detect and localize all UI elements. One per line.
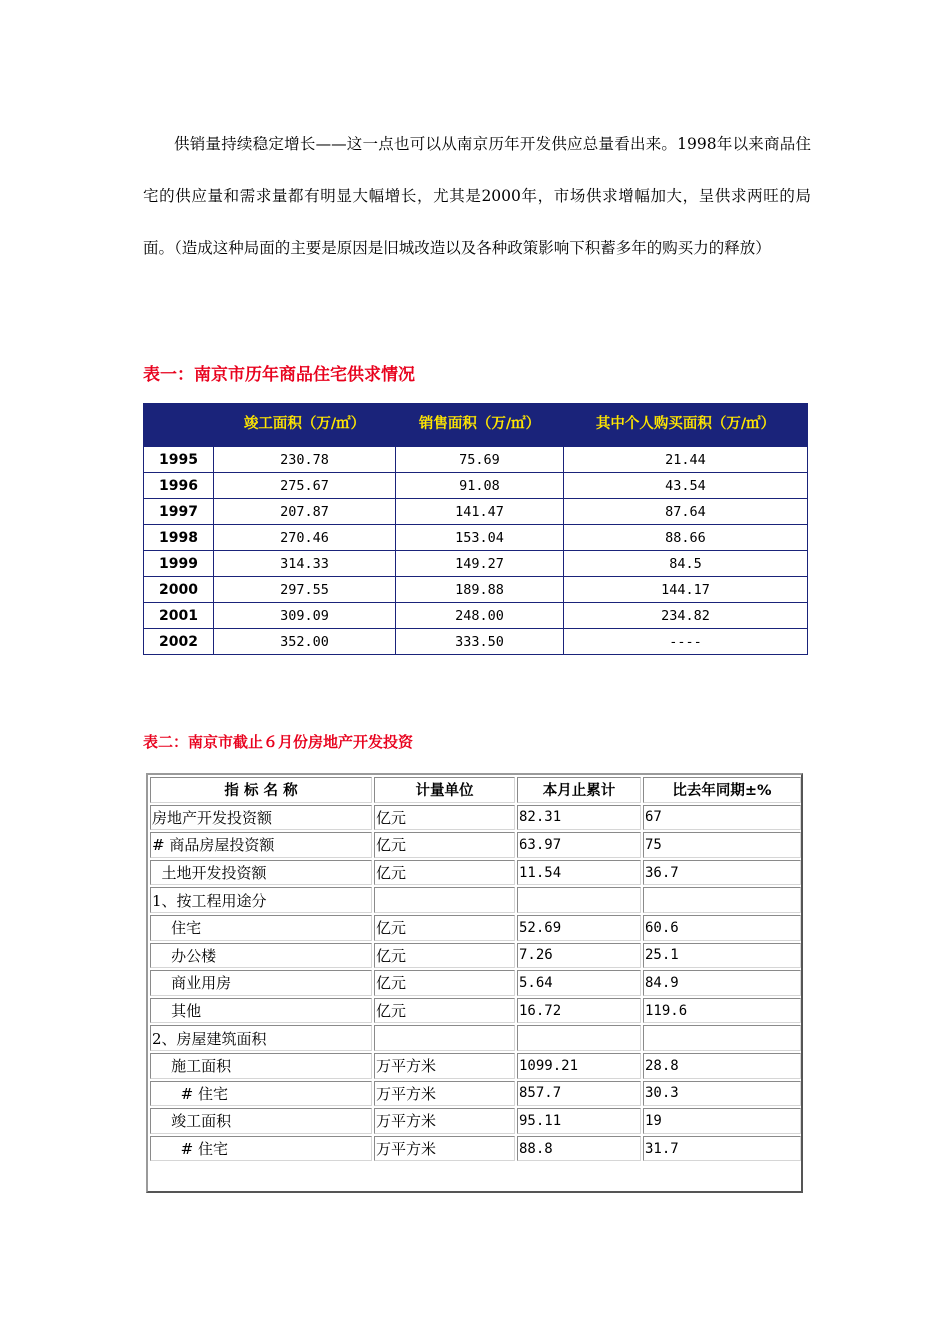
table2-value-cell: 75 — [643, 832, 801, 858]
table2-unit-cell: 亿元 — [374, 805, 515, 831]
table1-year-cell: 1995 — [144, 447, 214, 473]
table2-row — [150, 1025, 801, 1051]
table1-value-cell: 333.50 — [396, 629, 564, 655]
table1-row — [144, 525, 808, 551]
table1-year-cell: 1997 — [144, 499, 214, 525]
table2-value-cell: 25.1 — [643, 943, 801, 969]
table2-header-cell: 计量单位 — [374, 777, 515, 803]
table2-unit-cell: 亿元 — [374, 915, 515, 941]
table1-row — [144, 499, 808, 525]
table1-row — [144, 603, 808, 629]
table1-value-cell: 144.17 — [564, 577, 808, 603]
table2-row — [150, 970, 801, 996]
table2-unit-cell: 万平方米 — [374, 1081, 515, 1107]
table2-row — [150, 832, 801, 858]
table2-value-cell: 31.7 — [643, 1136, 801, 1162]
table2-row — [150, 860, 801, 886]
table2-row — [150, 1081, 801, 1107]
table2-value-cell — [517, 887, 641, 913]
table1-year-cell: 1998 — [144, 525, 214, 551]
intro-paragraph: 供销量持续稳定增长——这一点也可以从南京历年开发供应总量看出来。1998年以来商品住宅的供应量和需求量都有明显大幅增长，尤其是2000年，市场供求增幅加大，呈供求两旺的局面。（造成这种局面的主要是原因是旧城改造以及各种政策影响下积蓄多年的购买力的释放） — [143, 135, 811, 257]
table2-indicator-cell: 房地产开发投资额 — [150, 805, 372, 831]
table2-row — [150, 1136, 801, 1162]
table2-indicator-cell: 住宅 — [150, 915, 372, 941]
table1-value-cell: 234.82 — [564, 603, 808, 629]
table1-value-cell: 352.00 — [214, 629, 396, 655]
table1-row — [144, 551, 808, 577]
table1-value-cell: 21.44 — [564, 447, 808, 473]
table2-unit-cell: 亿元 — [374, 832, 515, 858]
table2-value-cell — [517, 1025, 641, 1051]
table1-value-cell: 275.67 — [214, 473, 396, 499]
table2-unit-cell: 万平方米 — [374, 1136, 515, 1162]
table2-unit-cell: 亿元 — [374, 998, 515, 1024]
table1-caption: 表一：南京市历年商品住宅供求情况 — [143, 365, 415, 385]
table1-value-cell: 230.78 — [214, 447, 396, 473]
table2-unit-cell: 亿元 — [374, 860, 515, 886]
table2-value-cell: 63.97 — [517, 832, 641, 858]
table2-value-cell: 84.9 — [643, 970, 801, 996]
table1-value-cell: 84.5 — [564, 551, 808, 577]
table1-row — [144, 447, 808, 473]
table1-year-cell: 2002 — [144, 629, 214, 655]
table1-header-cell: 竣工面积（万/㎡） — [214, 404, 396, 447]
table1-year-cell: 1999 — [144, 551, 214, 577]
table1-value-cell: 189.88 — [396, 577, 564, 603]
table2-investment — [148, 775, 803, 1163]
table1-row — [144, 629, 808, 655]
table2-unit-cell: 万平方米 — [374, 1108, 515, 1134]
table1-value-cell: 87.64 — [564, 499, 808, 525]
table2-value-cell: 36.7 — [643, 860, 801, 886]
table2-header-cell: 指 标 名 称 — [150, 777, 372, 803]
table2-indicator-cell: 竣工面积 — [150, 1108, 372, 1134]
table2-unit-cell — [374, 887, 515, 913]
table2-unit-cell — [374, 1025, 515, 1051]
table1-value-cell: 75.69 — [396, 447, 564, 473]
table2-indicator-cell: 其他 — [150, 998, 372, 1024]
table1-row — [144, 473, 808, 499]
table1-value-cell: 248.00 — [396, 603, 564, 629]
table2-indicator-cell: 办公楼 — [150, 943, 372, 969]
table1-row — [144, 577, 808, 603]
table2-header-cell: 本月止累计 — [517, 777, 641, 803]
table2-value-cell: 857.7 — [517, 1081, 641, 1107]
table2-header-cell: 比去年同期±% — [643, 777, 801, 803]
table2-indicator-cell: 土地开发投资额 — [150, 860, 372, 886]
table2-value-cell: 1099.21 — [517, 1053, 641, 1079]
table1-value-cell: 153.04 — [396, 525, 564, 551]
table1-year-cell: 1996 — [144, 473, 214, 499]
table2-value-cell: 88.8 — [517, 1136, 641, 1162]
table2-unit-cell: 万平方米 — [374, 1053, 515, 1079]
table2-row — [150, 943, 801, 969]
table1-value-cell: 314.33 — [214, 551, 396, 577]
table2-value-cell: 5.64 — [517, 970, 641, 996]
table1-header-cell: 其中个人购买面积（万/㎡） — [564, 404, 808, 447]
table1-value-cell: 207.87 — [214, 499, 396, 525]
table2-value-cell — [643, 1025, 801, 1051]
table1-value-cell: 149.27 — [396, 551, 564, 577]
table2-value-cell: 82.31 — [517, 805, 641, 831]
table2-value-cell: 16.72 — [517, 998, 641, 1024]
table2-row — [150, 1053, 801, 1079]
table2-value-cell — [643, 887, 801, 913]
table2-indicator-cell: 2、房屋建筑面积 — [150, 1025, 372, 1051]
table1-value-cell: 141.47 — [396, 499, 564, 525]
table2-value-cell: 28.8 — [643, 1053, 801, 1079]
table2-value-cell: 7.26 — [517, 943, 641, 969]
table2-indicator-cell: 1、按工程用途分 — [150, 887, 372, 913]
table2-value-cell: 67 — [643, 805, 801, 831]
table2-caption: 表二：南京市截止６月份房地产开发投资 — [143, 733, 414, 751]
table1-value-cell: 43.54 — [564, 473, 808, 499]
table2-indicator-cell: 施工面积 — [150, 1053, 372, 1079]
table2-indicator-cell: # 住宅 — [150, 1081, 372, 1107]
table1-value-cell: ---- — [564, 629, 808, 655]
table1-header-row — [144, 404, 808, 447]
table1-value-cell: 309.09 — [214, 603, 396, 629]
table2-value-cell: 19 — [643, 1108, 801, 1134]
table2-indicator-cell: # 商品房屋投资额 — [150, 832, 372, 858]
table2-row — [150, 1108, 801, 1134]
table1-year-cell: 2000 — [144, 577, 214, 603]
table1-supply-demand — [143, 403, 808, 655]
table1-year-cell: 2001 — [144, 603, 214, 629]
table2-row — [150, 887, 801, 913]
table2-value-cell: 52.69 — [517, 915, 641, 941]
table2-value-cell: 30.3 — [643, 1081, 801, 1107]
table2-indicator-cell: 商业用房 — [150, 970, 372, 996]
table1-value-cell: 88.66 — [564, 525, 808, 551]
table2-header-row — [150, 777, 801, 803]
table2-row — [150, 805, 801, 831]
table2-value-cell: 95.11 — [517, 1108, 641, 1134]
table1-header-cell — [144, 404, 214, 447]
table1-value-cell: 91.08 — [396, 473, 564, 499]
table2-row — [150, 998, 801, 1024]
table1-value-cell: 270.46 — [214, 525, 396, 551]
table2-frame — [146, 773, 803, 1193]
table2-indicator-cell: # 住宅 — [150, 1136, 372, 1162]
table2-unit-cell: 亿元 — [374, 970, 515, 996]
table2-value-cell: 60.6 — [643, 915, 801, 941]
table1-header-cell: 销售面积（万/㎡） — [396, 404, 564, 447]
table2-value-cell: 11.54 — [517, 860, 641, 886]
table1-value-cell: 297.55 — [214, 577, 396, 603]
table2-row — [150, 915, 801, 941]
table2-unit-cell: 亿元 — [374, 943, 515, 969]
table2-value-cell: 119.6 — [643, 998, 801, 1024]
